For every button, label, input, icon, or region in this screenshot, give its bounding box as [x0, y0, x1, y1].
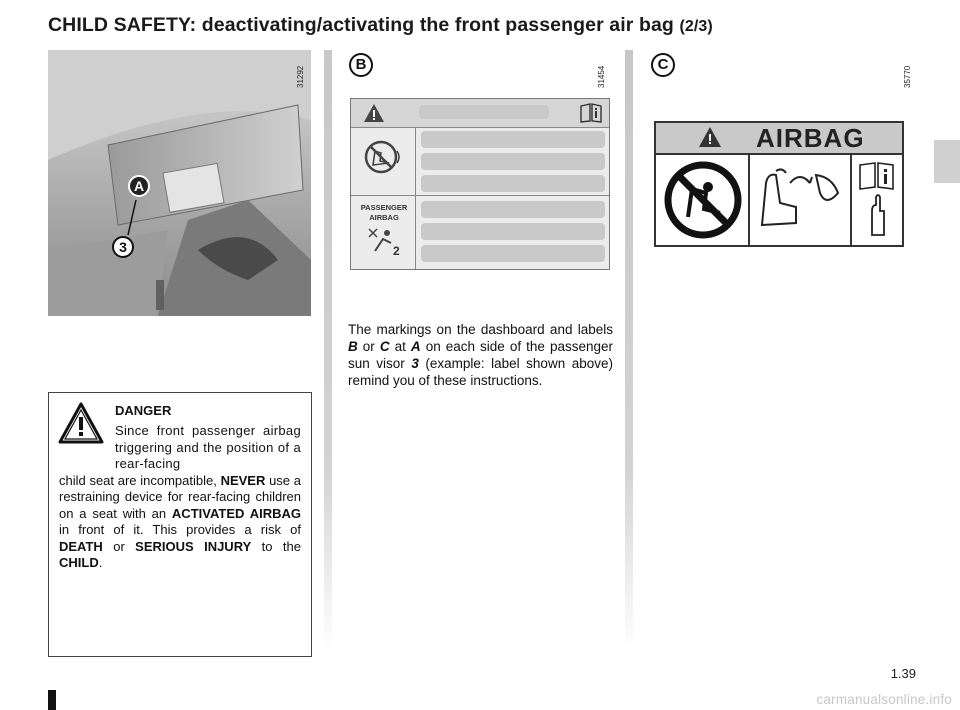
danger-text-part: in front of it. This provides a risk of	[59, 522, 301, 537]
danger-child: CHILD	[59, 555, 99, 570]
label-b-bar-4	[421, 201, 605, 218]
child-seat-prohibited-icon	[662, 159, 744, 241]
desc-text: at	[389, 339, 411, 354]
sun-visor-illustration	[48, 50, 311, 316]
danger-text-part: child seat are incompatible,	[59, 472, 221, 488]
ref-number-a: 31292	[296, 65, 305, 88]
label-c-divider-1	[748, 155, 750, 245]
desc-text: (example: label shown above) remind you of these instructions.	[348, 356, 613, 388]
danger-never: NEVER	[220, 472, 266, 488]
label-a-marker: A	[128, 175, 150, 197]
watermark-text: carmanualsonline.info	[816, 692, 952, 707]
label-b-divider	[351, 195, 609, 196]
page-title	[48, 14, 713, 37]
desc-text: The markings on the dashboard and labels	[348, 322, 613, 337]
danger-text-part: to the	[251, 538, 301, 554]
description-paragraph	[348, 321, 613, 389]
warning-triangle-icon	[363, 103, 385, 123]
desc-ref-a: A	[410, 339, 421, 354]
label-b-bar-3	[421, 175, 605, 192]
figure-a-sun-visor-photo	[48, 50, 311, 316]
label-b	[350, 98, 610, 270]
airbag-subscript: 2	[393, 244, 400, 258]
danger-activated-airbag: ACTIVATED AIRBAG	[171, 505, 301, 521]
danger-text-part: use a restraining device for rear-facing children on a seat with an	[59, 472, 301, 521]
page-number: 1.39	[890, 666, 916, 681]
warning-triangle-icon	[698, 126, 722, 148]
desc-ref-c: C	[379, 339, 390, 354]
danger-box	[48, 392, 312, 657]
danger-text-part: .	[98, 555, 103, 570]
seat-airbag-icon	[756, 163, 844, 233]
ref-number-b: 31454	[597, 65, 606, 88]
child-seat-prohibited-icon	[363, 139, 403, 175]
label-b-bar-2	[421, 153, 605, 170]
passenger-airbag-text: PASSENGER AIRBAG	[360, 203, 408, 222]
section-tab	[934, 140, 960, 183]
label-b-bar-5	[421, 223, 605, 240]
danger-death: DEATH	[59, 538, 103, 554]
danger-title: DANGER	[115, 403, 172, 418]
desc-ref-b: B	[348, 339, 358, 354]
bottom-mark	[48, 690, 56, 710]
ref-number-c: 35770	[903, 65, 912, 88]
danger-serious-injury: SERIOUS INJURY	[135, 538, 252, 554]
danger-indented-line: Since front passenger airbag triggering and the position of a rear-facing	[115, 423, 301, 471]
label-c-header	[656, 123, 902, 155]
manual-book-icon	[579, 103, 603, 123]
title-part: (2/3)	[679, 18, 713, 35]
title-text: CHILD SAFETY: deactivating/activating the front passenger air bag	[48, 14, 674, 36]
danger-text-part: or	[102, 538, 136, 554]
label-b-vertical-divider	[415, 127, 416, 269]
manual-reading-icon	[858, 161, 896, 239]
label-c	[654, 121, 904, 247]
label-c-divider-2	[850, 155, 852, 245]
label-b-header-bar	[419, 105, 549, 119]
label-c-title: AIRBAG	[756, 123, 865, 153]
label-b-bar-1	[421, 131, 605, 148]
desc-text: on each side of the passenger sun visor	[348, 339, 613, 371]
column-divider-left	[324, 50, 332, 650]
column-divider-right	[625, 50, 633, 650]
figure-c-letter: C	[651, 53, 675, 77]
callout-3: 3	[112, 236, 134, 258]
desc-text: or	[357, 339, 380, 354]
danger-text	[59, 423, 301, 572]
label-b-bar-6	[421, 245, 605, 262]
figure-b-letter: B	[349, 53, 373, 77]
desc-ref-3: 3	[411, 356, 419, 371]
